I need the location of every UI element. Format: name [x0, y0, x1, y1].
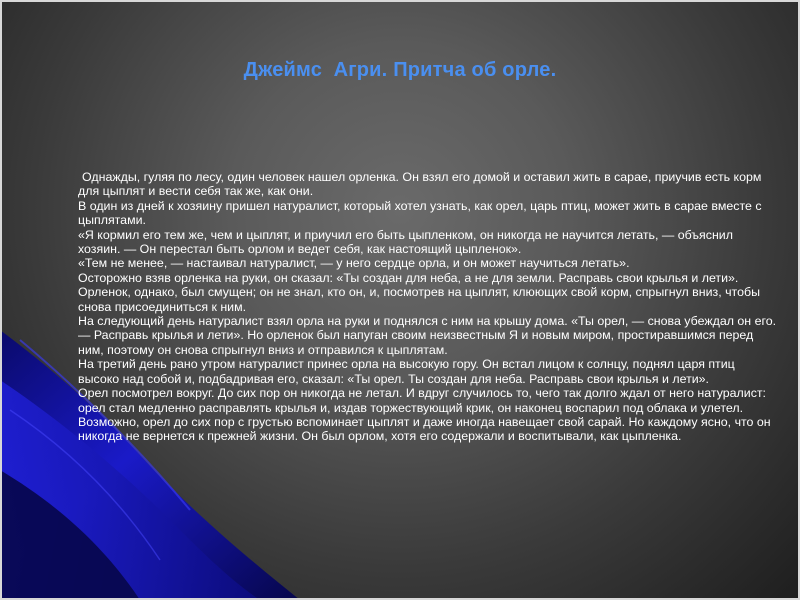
paragraph: «Тем не менее, — настаивал натуралист, — у него сердце орла, и он может научиться летать».	[78, 256, 630, 271]
paragraph: На третий день рано утром натуралист принес орла на высокую гору. Он встал лицом к солнцу, поднял царя птиц высоко над собой и, подбадривая его, сказал: «Ты орел. Ты создан для неба. Расправь свои крылья и лети».	[78, 357, 735, 386]
slide-title: Джеймс Агри. Притча об орле.	[243, 59, 557, 81]
paragraph: «Я кормил его тем же, чем и цыплят, и приучил его быть цыпленком, он никогда не научится летать, — объяснил хозяин. — Он перестал быть орлом и ведет себя, как настоящий цыпленок».	[78, 227, 733, 257]
paragraph: Орленок, однако, был смущен; он не знал, кто он, и, посмотрев на цыплят, клюющих свой корм, спрыгнул вниз, чтобы снова присоединиться к ним.	[78, 285, 760, 314]
paragraph: Однажды, гуляя по лесу, один человек нашел орленка. Он взял его домой и оставил жить в сарае, приучив есть корм для цыплят и вести себя так же, как они.	[78, 170, 762, 199]
paragraph: Осторожно взяв орленка на руки, он сказал: «Ты создан для неба, а не для земли. Расправь свои крылья и лети».	[78, 270, 739, 285]
paragraph: В один из дней к хозяину пришел натуралист, который хотел узнать, как орел, царь птиц, может жить в сарае вместе с цыплятами.	[78, 198, 762, 228]
paragraph: Возможно, орел до сих пор с грустью вспоминает цыплят и даже иногда навещает свой сарай. Но каждому ясно, что он никогда не вернется к прежней жизни. Он был орлом, хотя его содержали и воспитывали, как цыпленка.	[78, 414, 771, 444]
paragraph: Орел посмотрел вокруг. До сих пор он никогда не летал. И вдруг случилось то, чего так долго ждал от него натуралист: орел стал медленно расправлять крылья и, издав торжествующий крик, он наконец воспарил под облака и улетел.	[78, 386, 767, 415]
parable-text	[78, 170, 778, 444]
paragraph: На следующий день натуралист взял орла на руки и поднялся с ним на крышу дома. «Ты орел, — снова убеждал он его. — Расправь крылья и лети». Но орленок был напуган своим неизвестным Я и новым миром, простиравшимся перед ним, поэтому он снова спрыгнул вниз и отправился к цыплятам.	[78, 314, 777, 357]
